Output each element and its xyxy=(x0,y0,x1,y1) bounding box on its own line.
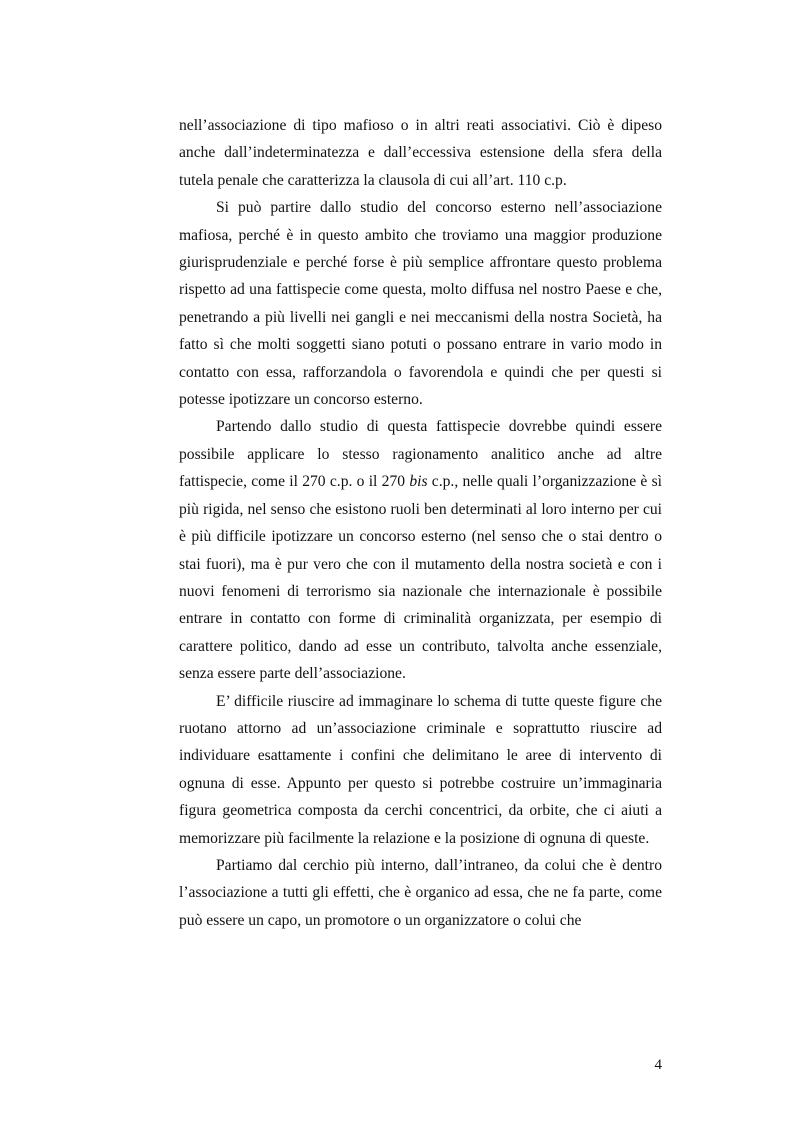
paragraph xyxy=(179,112,662,194)
body-text xyxy=(179,112,662,934)
page-number: 4 xyxy=(654,1057,662,1073)
paragraph xyxy=(179,413,662,687)
paragraph xyxy=(179,688,662,852)
paragraph-text: Partiamo dal cerchio più interno, dall’intraneo, da colui che è dentro l’associazione a tutti gli effetti, che è organico ad essa, che ne fa parte, come può essere un capo, un promotore o un organizzatore o colui che xyxy=(179,856,662,929)
paragraph-text: Partendo dallo studio di questa fattispecie dovrebbe quindi essere possibile applicare lo stesso ragionamento analitico anche ad altre fattispecie, come il 270 c.p. o il 270 xyxy=(179,418,662,491)
paragraph-text: nell’associazione di tipo mafioso o in altri reati associativi. Ciò è dipeso anche dall’indeterminatezza e dall’eccessiva estensione della sfera della tutela penale che caratterizza la clausola di cui all’art. 110 c.p. xyxy=(179,117,662,189)
paragraph xyxy=(179,194,662,413)
paragraph xyxy=(179,852,662,934)
italic-text: bis xyxy=(409,473,428,491)
paragraph-text: Si può partire dallo studio del concorso esterno nell’associazione mafiosa, perché è in questo ambito che troviamo una maggior produzione giurisprudenziale e perché forse è più semplice affrontare questo problema rispetto ad una fattispecie come questa, molto diffusa nel nostro Paese e che, penetrando a più livelli nei gangli e nei meccanismi della nostra Società, ha fatto sì che molti soggetti siano potuti o possano entrare in vario modo in contatto con essa, rafforzandola o favorendola e quindi che per questi si potesse ipotizzare un concorso esterno. xyxy=(179,199,662,409)
paragraph-text: E’ difficile riuscire ad immaginare lo schema di tutte queste figure che ruotano attorno ad un’associazione criminale e soprattutto riuscire ad individuare esattamente i confini che delimitano le aree di intervento di ognuna di esse. Appunto per questo si potrebbe costruire un’immaginaria figura geometrica composta da cerchi concentrici, da orbite, che ci aiuti a memorizzare più facilmente la relazione e la posizione di ognuna di queste. xyxy=(179,692,662,847)
paragraph-text: c.p., nelle quali l’organizzazione è sì più rigida, nel senso che esistono ruoli ben determinati al loro interno per cui è più difficile ipotizzare un concorso esterno (nel senso che o stai dentro o stai fuori), ma è pur vero che con il mutamento della nostra società e con i nuovi fenomeni di terrorismo sia nazionale che internazionale è possibile entrare in contatto con forme di criminalità organizzata, per esempio di carattere politico, dando ad esse un contributo, talvolta anche essenziale, senza essere parte dell’associazione. xyxy=(179,473,662,683)
